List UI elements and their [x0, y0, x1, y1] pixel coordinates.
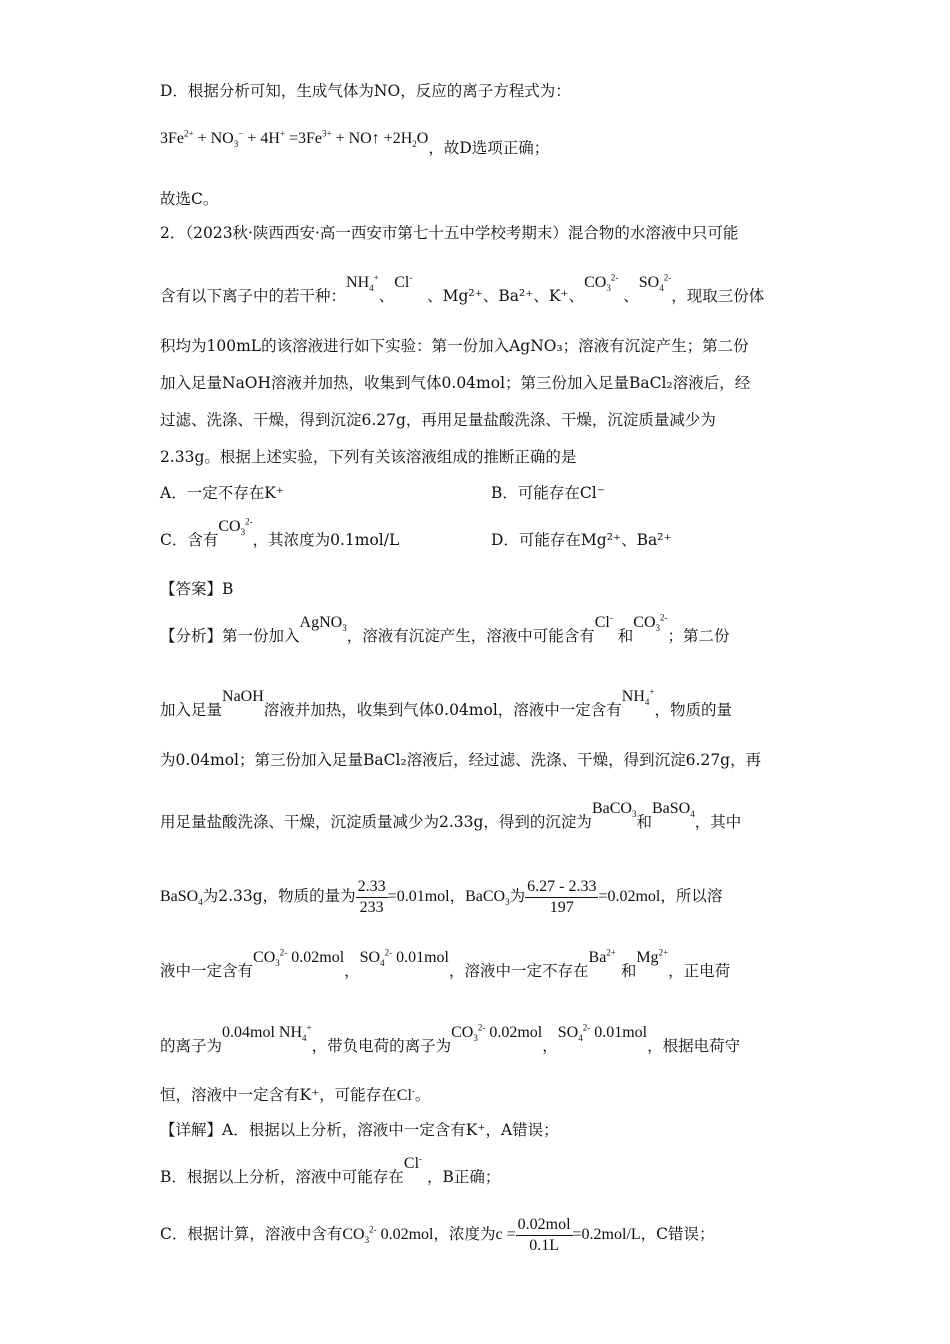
detail-line-3: C．根据计算，溶液中含有$CO_3^{2-}$ 0.02mol，浓度为c = $\frac{\text{0.02mol}}{0.1L}$ =0.2mol/L，C错误； — [160, 1215, 715, 1254]
q2-line-1: 2．（2023秋·陕西西安·高一西安市第七十五中学校考期末）混合物的水溶液中只可能 — [160, 224, 739, 242]
option-d-line: D．根据分析可知，生成气体为NO，反应的离子方程式为： — [160, 82, 571, 100]
analysis-line-8: 恒，溶液中一定含有K⁺，可能存在Cl-。 — [160, 1085, 431, 1104]
analysis-line-6: 液中一定含有$CO_3^{2-}$ 0.02mol，$SO_4^{2-}$ 0.01mol，溶液中一定不存在$Ba^{2+}$ 和$Mg^{2+}$，正电荷 — [160, 947, 731, 980]
analysis-line-5: BaSO$_4$为2.33g，物质的量为 $\frac{2.33}{233}$ =0.01mol，BaCO$_3$为 $\frac{6.27 - 2.33}{197}$ =0.02mol，所以溶 — [160, 877, 723, 916]
analysis-line-2: 加入足量NaOH溶液并加热，收集到气体0.04mol，溶液中一定含有$NH_4^+$，物质的量 — [160, 686, 732, 719]
analysis-line-1: 【分析】第一份加入AgNO$_3$，溶液有沉淀产生，溶液中可能含有Cl- 和$CO_3^{2-}$；第二份 — [160, 612, 730, 645]
q2-line-2: 含有以下离子中的若干种：$NH_4^+$、Cl- 、Mg²⁺、Ba²⁺、K⁺、$CO_3^{2-}$ 、$SO_4^{2-}$，现取三份体 — [160, 272, 765, 305]
detail-line-2: B．根据以上分析，溶液中可能存在Cl- ，B正确； — [160, 1153, 501, 1186]
analysis-line-7: 的离子为0.04mol $NH_4^+$，带负电荷的离子为$CO_3^{2-}$ 0.02mol，$SO_4^{2-}$ 0.01mol，根据电荷守 — [160, 1022, 741, 1055]
q2-line-6: 2.33g。根据上述实验，下列有关该溶液组成的推断正确的是 — [160, 448, 577, 466]
option-c: C．含有$CO_3^{2-}$，其浓度为0.1mol/L — [160, 516, 400, 549]
q2-line-4: 加入足量NaOH溶液并加热，收集到气体0.04mol；第三份加入足量BaCl₂溶液后，经 — [160, 374, 751, 392]
answer: 【答案】B — [160, 580, 234, 598]
ionic-equation-line: $3Fe^{2+} + NO_3^- + 4H^+ =3Fe^{3+}$ + NO↑ $+2H_2O$，故D选项正确； — [160, 128, 550, 157]
select-c: 故选C。 — [160, 190, 219, 208]
ionic-equation: $3Fe^{2+} + NO_3^- + 4H^+ =3Fe^{3+}$ + NO↑ $+2H_2O$ — [160, 128, 429, 150]
option-a: A．一定不存在K⁺ — [160, 484, 284, 502]
analysis-line-3: 为0.04mol；第三份加入足量BaCl₂溶液后，经过滤、洗涤、干燥，得到沉淀6.27g，再 — [160, 751, 762, 769]
analysis-line-4: 用足量盐酸洗涤、干燥，沉淀质量减少为2.33g，得到的沉淀为BaCO$_3$和BaSO$_4$，其中 — [160, 800, 742, 831]
detail-line-1: 【详解】A．根据以上分析，溶液中一定含有K⁺，A错误； — [160, 1121, 559, 1139]
q2-line-5: 过滤、洗涤、干燥，得到沉淀6.27g，再用足量盐酸洗涤、干燥，沉淀质量减少为 — [160, 411, 716, 429]
option-b: B．可能存在Cl⁻ — [491, 484, 605, 502]
q2-line-3: 积均为100mL的该溶液进行如下实验：第一份加入AgNO₃；溶液有沉淀产生；第二份 — [160, 337, 749, 355]
option-d: D．可能存在Mg²⁺、Ba²⁺ — [491, 531, 672, 549]
